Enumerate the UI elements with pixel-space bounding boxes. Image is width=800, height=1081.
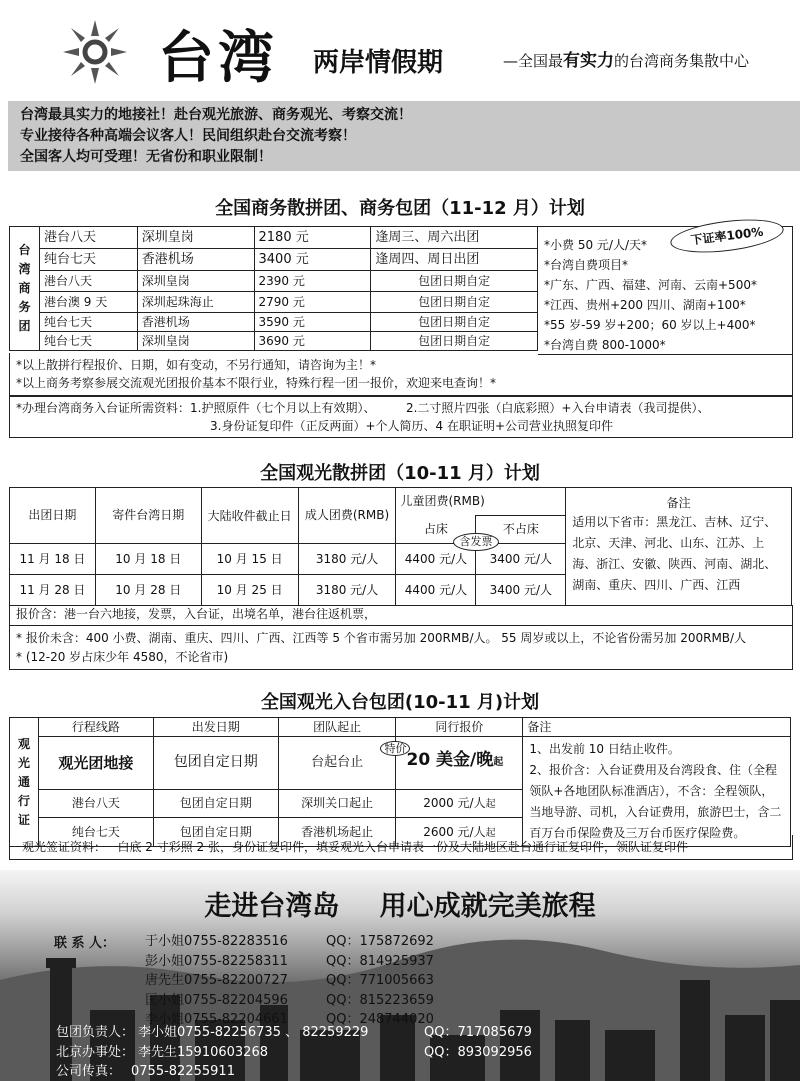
contact-list	[145, 932, 288, 1030]
price-suffix: 起	[493, 757, 504, 768]
schedule-cell: 逢周四、周日出团	[371, 249, 538, 271]
price-cell: 3400 元/人	[476, 544, 566, 575]
entry-title: 全国观光入台包团(10-11 月)计划	[260, 692, 540, 713]
note-line: * (12-20 岁占床少年 4580，不论省市)	[16, 650, 229, 664]
price-cell: 2600 元/人起	[396, 818, 523, 847]
schedule-cell: 包团日期自定	[371, 313, 538, 332]
note-line: * 报价未含：400 小费、湖南、重庆、四川、广西、江西等 5 个省市需另加 200RMB/人。 55 周岁或以上，不论省份需另加 200RMB/人	[16, 631, 747, 645]
scattered-title: 全国观光散拼团（10-11 月）计划	[260, 463, 540, 484]
date-cell: 包团自定日期	[153, 818, 278, 847]
special-badge: 特价	[380, 741, 410, 756]
invoice-badge: 含发票	[453, 533, 499, 551]
price-cell: 3180 元/人	[298, 575, 396, 606]
special-price-cell	[384, 737, 523, 790]
remark-text: 适用以下省市：黑龙江、吉林、辽宁、北京、天津、河北、山东、江苏、上海、浙江、安徽、陕西、河南、湖北、湖南、重庆、四川、广西、江西	[572, 515, 777, 593]
start-cell: 深圳关口起止	[278, 789, 396, 818]
charter-row	[56, 1021, 368, 1040]
intro-line: 专业接待各种高端会议客人！民间组织赴台交流考察！	[20, 128, 356, 144]
route-cell: 观光团地接	[38, 737, 153, 790]
schedule-cell: 包团日期自定	[371, 292, 538, 313]
start-cell: 台起台止	[278, 737, 396, 790]
note-line: *以上散拼行程报价、日期，如有变动，不另行通知，请咨询为主！*	[16, 358, 377, 372]
contact-name: 唐先生0755-82200727	[145, 973, 288, 988]
contact-name: 彭小姐0755-82258311	[145, 953, 288, 969]
contact-label: 联 系 人：	[54, 936, 116, 951]
date-cell: 10 月 28 日	[95, 575, 201, 606]
date-cell: 包团自定日期	[153, 789, 278, 818]
business-title: 全国商务散拼团、商务包团（11-12 月）计划	[215, 198, 585, 219]
table-row	[10, 737, 791, 790]
side-note: *台湾自费 800-1000*	[544, 338, 666, 352]
date-cell: 11 月 28 日	[10, 575, 96, 606]
date-cell: 10 月 18 日	[95, 544, 201, 575]
price-cell: 3400 元	[254, 249, 371, 271]
route-cell: 港台八天	[39, 227, 137, 249]
side-note: *江西、贵州+200 四川、湖南+100*	[544, 298, 746, 312]
charter-label: 包团负责人：	[56, 1025, 135, 1040]
contact-qq-list	[326, 932, 434, 1030]
schedule-cell: 逢周三、周六出团	[371, 227, 538, 249]
remark-line: 2、报价含：入台证费用及台湾段食、住（全程领队+各地团队标准酒店），不含：全程领队，当地导游、司机，入台证费用，旅游巴士，含二百万台币保险费及三万台币医疗保险费。	[529, 763, 782, 840]
entry-remark-cell	[523, 737, 791, 847]
price-cell: 2000 元/人起	[396, 789, 523, 818]
price-cell: 2180 元	[254, 227, 371, 249]
visa-rate-stamp: 下证率100%	[669, 214, 786, 258]
beijing-name: 李先生15910603268	[138, 1045, 268, 1060]
docs-line: *办理台湾商务入台证所需资料：1.护照原件（七个月以上有效期）、 2.二寸照片四张（白底彩照）+入台申请表（我司提供）、	[16, 401, 710, 415]
header-cell: 儿童团费(RMB)	[396, 488, 566, 516]
business-notes	[9, 353, 793, 396]
header-cell: 备注	[523, 718, 791, 737]
route-cell: 纯台七天	[39, 249, 137, 271]
scattered-table	[9, 487, 792, 606]
route-cell: 纯台七天	[38, 818, 153, 847]
date-cell: 10 月 15 日	[201, 544, 298, 575]
footer-slogan: 走进台湾岛 用心成就完美旅程	[204, 891, 596, 922]
price-cell: 3180 元/人	[298, 544, 396, 575]
beijing-row	[56, 1041, 268, 1060]
header-cell: 寄件台湾日期	[95, 488, 201, 544]
schedule-cell: 包团日期自定	[371, 332, 538, 351]
scattered-notes	[9, 605, 793, 670]
route-cell: 港台八天	[39, 271, 137, 292]
side-note: *小费 50 元/人/天*	[544, 238, 647, 252]
route-cell: 纯台七天	[39, 332, 137, 351]
charter-qq: QQ：717085679	[424, 1025, 532, 1040]
contact-qq: QQ：175872692	[326, 934, 434, 949]
contact-name: 匡小姐0755-82204596	[145, 992, 288, 1008]
price-cell: 4400 元/人	[396, 544, 476, 575]
fax-row	[56, 1060, 235, 1079]
date-cell: 10 月 25 日	[201, 575, 298, 606]
docs-line: 3.身份证复印件（正反两面）+个人简历、4 在职证明+公司营业执照复印件	[210, 419, 614, 433]
depart-cell: 深圳起珠海止	[137, 292, 254, 313]
price-cell: 2390 元	[254, 271, 371, 292]
remark-line: 1、出发前 10 日结止收件。	[529, 742, 680, 756]
sun-logo-icon	[55, 12, 135, 92]
special-price: 20 美金/晚	[406, 750, 494, 770]
header-subtitle: 两岸情假期	[313, 48, 444, 78]
contact-qq: QQ：771005663	[326, 973, 434, 988]
header-tagline: —全国最有实力的台湾商务集散中心	[503, 51, 750, 71]
depart-cell: 香港机场	[137, 313, 254, 332]
price-cell: 3400 元/人	[476, 575, 566, 606]
header-cell: 占床	[396, 516, 476, 544]
table-row	[10, 332, 538, 351]
intro-line: 全国客人均可受理！无省份和职业限制！	[20, 149, 272, 165]
fax-label: 公司传真：	[56, 1064, 122, 1079]
intro-line: 台湾最具实力的地接社！赴台观光旅游、商务观光、考察交流！	[20, 107, 412, 123]
route-cell: 港台澳 9 天	[39, 292, 137, 313]
header-cell: 团队起止	[278, 718, 396, 737]
intro-band	[8, 101, 800, 171]
price-cell: 2790 元	[254, 292, 371, 313]
header-cell: 成人团费(RMB)	[298, 488, 396, 544]
depart-cell: 深圳皇岗	[137, 227, 254, 249]
route-cell: 港台八天	[38, 789, 153, 818]
business-side-notes	[538, 226, 793, 355]
entry-side-label: 观光通行证	[10, 718, 39, 847]
start-cell: 香港机场起止	[278, 818, 396, 847]
business-side-label: 台湾商务团	[10, 227, 40, 351]
table-row	[10, 227, 538, 249]
charter-name: 李小姐0755-82256735 、 82259229	[138, 1025, 369, 1040]
table-row	[10, 292, 538, 313]
depart-cell: 香港机场	[137, 249, 254, 271]
scattered-remark-cell	[566, 488, 792, 606]
depart-cell: 深圳皇岗	[137, 332, 254, 351]
table-row	[10, 718, 791, 737]
header-cell: 行程线路	[38, 718, 153, 737]
business-table	[9, 226, 538, 351]
side-note: *55 岁-59 岁+200；60 岁以上+400*	[544, 318, 756, 332]
header-cell: 大陆收件截止日	[201, 488, 298, 544]
table-row	[10, 313, 538, 332]
contact-name: 李小姐0755-82204661	[145, 1012, 288, 1027]
header-cell: 出发日期	[153, 718, 278, 737]
schedule-cell: 包团日期自定	[371, 271, 538, 292]
note-line: 报价含：港一台六地接，发票，入台证，出境名单，港台往返机票，	[16, 607, 377, 621]
price-cell: 3590 元	[254, 313, 371, 332]
depart-cell: 深圳皇岗	[137, 271, 254, 292]
date-cell: 包团自定日期	[153, 737, 278, 790]
header-cell: 同行报价	[396, 718, 523, 737]
entry-table	[9, 717, 791, 847]
route-cell: 纯台七天	[39, 313, 137, 332]
side-note: *广东、广西、福建、河南、云南+500*	[544, 278, 757, 292]
price-cell: 4400 元/人	[396, 575, 476, 606]
table-row	[10, 249, 538, 271]
header-cell: 备注	[666, 496, 691, 510]
business-docs	[9, 396, 793, 438]
note-line: *以上商务考察参展交流观光团报价基本不限行业，特殊行程一团一报价，欢迎来电查询！*	[16, 376, 497, 390]
visa-docs-line: 观光签证资料： 白底 2 寸彩照 2 张，身份证复印件，填妥观光入台申请表一份及大陆地区赴台通行证复印件，领队证复印件	[22, 840, 688, 854]
visa-docs	[9, 835, 793, 860]
contact-qq: QQ：815223659	[326, 992, 434, 1008]
header-cell: 出团日期	[10, 488, 96, 544]
fax-value: 0755-82255911	[131, 1064, 235, 1079]
contact-qq: QQ：248744020	[326, 1012, 434, 1027]
price-cell: 3690 元	[254, 332, 371, 351]
side-note: *台湾自费项目*	[544, 258, 629, 272]
table-row	[10, 488, 792, 516]
header-title: 台湾	[158, 25, 278, 91]
beijing-label: 北京办事处：	[56, 1045, 135, 1060]
header-cell: 不占床	[476, 516, 566, 544]
contact-name: 于小姐0755-82283516	[145, 934, 288, 949]
date-cell: 11 月 18 日	[10, 544, 96, 575]
beijing-qq: QQ：893092956	[424, 1045, 532, 1060]
contact-qq: QQ：814925937	[326, 953, 434, 969]
table-row	[10, 271, 538, 292]
